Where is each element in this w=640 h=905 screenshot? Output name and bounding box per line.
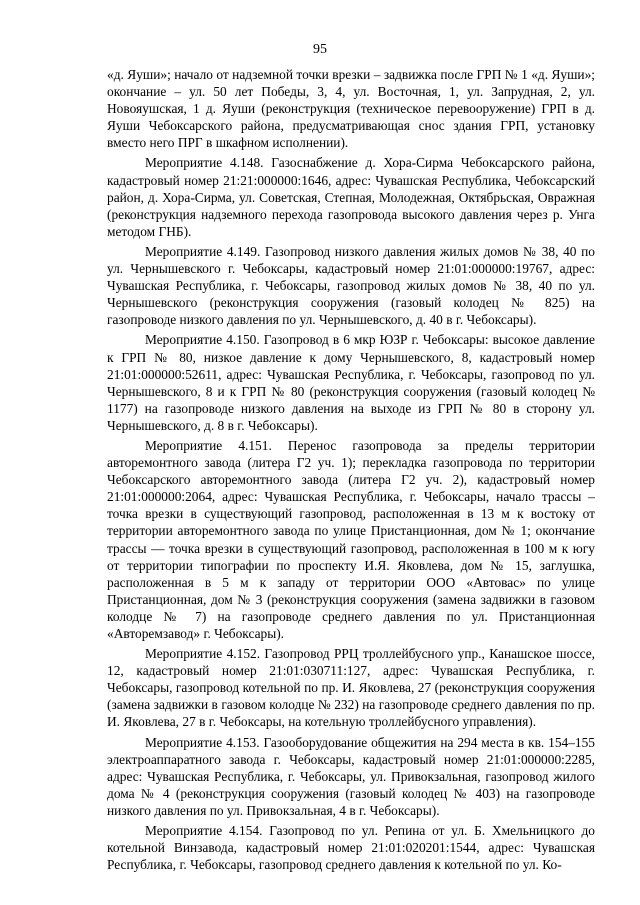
paragraph-measure-4-153: Мероприятие 4.153. Газооборудование общежития на 294 места в кв. 154–155 электроаппаратного завода г. Чебоксары, кадастровый номер 21:01:000000:2285, адрес: Чувашская Республика, г. Чебоксары, ул. Привокзальная, газопровод жилого дома № 4 (реконструкция сооружения (газовый колодец № 403) на газопроводе низкого давления по ул. Привокзальная, 4 в г. Чебоксары). [107,734,595,818]
paragraph-measure-4-150: Мероприятие 4.150. Газопровод в 6 мкр ЮЗР г. Чебоксары: высокое давление к ГРП № 80, низкое давление к дому Чернышевского, 8, кадастровый номер 21:01:000000:52611, адрес: Чувашская Республика, г. Чебоксары, газопровод по ул. Чернышевского, 8 и к ГРП № 80 (реконструкция сооружения (газовый колодец № 1177) на газопроводе низкого давления на выходе из ГРП № 80 в сторону ул. Чернышевского, д. 8 в г. Чебоксары). [107,332,595,433]
document-body [107,66,595,873]
paragraph-measure-4-148: Мероприятие 4.148. Газоснабжение д. Хора-Сирма Чебоксарского района, кадастровый номер 21:21:000000:1646, адрес: Чувашская Республика, Чебоксарский район, д. Хора-Сирма, ул. Советская, Степная, Молодежная, Октябрьская, Овражная (реконструкция надземного перехода газопровода высокого давления через р. Унга методом ГНБ). [107,155,595,239]
paragraph-measure-4-152: Мероприятие 4.152. Газопровод РРЦ троллейбусного упр., Канашское шоссе, 12, кадастровый номер 21:01:030711:127, адрес: Чувашская Республика, г. Чебоксары, газопровод котельной по пр. И. Яковлева, 27 (реконструкция сооружения (замена задвижки в газовом колодце № 232) на газопроводе среднего давления по пр. И. Яковлева, 27 в г. Чебоксары, на котельную троллейбусного управления). [107,646,595,730]
paragraph-continuation: «д. Яуши»; начало от надземной точки врезки – задвижка после ГРП № 1 «д. Яуши»; окончание – ул. 50 лет Победы, 3, 4, ул. Восточная, 1, ул. Запрудная, 2, ул. Новояушская, 1 д. Яуши (реконструкция (техническое перевооружение) ГРП в д. Яуши Чебоксарского района, предусматривающая снос здания ГРП, установку вместо него ПРГ в шкафном исполнении). [107,67,595,151]
paragraph-measure-4-151: Мероприятие 4.151. Перенос газопровода за пределы территории авторемонтного завода (литера Г2 уч. 1); перекладка газопровода по территории Чебоксарского авторемонтного завода (литера Г2 уч. 2), кадастровый номер 21:01:000000:2064, адрес: Чувашская Республика, г. Чебоксары, начало трассы – точка врезки в существующий газопровод, расположенная в 13 м к востоку от территории авторемонтного завода по улице Пристанционная, дом № 1; окончание трассы — точка врезки в существующий газопровод, расположенная в 100 м к югу от территории типографии по проспекту И.Я. Яковлева, дом № 15, заглушка, расположенная в 5 м к западу от территории ООО «Автовас» по улице Пристанционная, дом № 3 (реконструкция сооружения (замена задвижки в газовом колодце № 7) на газопроводе среднего давления по ул. Пристанционная «Авторемзавод» г. Чебоксары). [107,437,595,641]
paragraph-measure-4-154: Мероприятие 4.154. Газопровод по ул. Репина от ул. Б. Хмельницкого до котельной Винзавода, кадастровый номер 21:01:020201:1544, адрес: Чувашская Республика, г. Чебоксары, газопровод среднего давления к котельной по ул. Ко- [107,823,595,873]
paragraph-measure-4-149: Мероприятие 4.149. Газопровод низкого давления жилых домов № 38, 40 по ул. Чернышевского г. Чебоксары, кадастровый номер 21:01:000000:19767, адрес: Чувашская Республика, г. Чебоксары, газопровод жилых домов № 38, 40 по ул. Чернышевского (реконструкция сооружения (газовый колодец № 825) на газопроводе низкого давления по ул. Чернышевского, д. 40 в г. Чебоксары). [107,243,595,328]
page-number: 95 [313,42,327,57]
